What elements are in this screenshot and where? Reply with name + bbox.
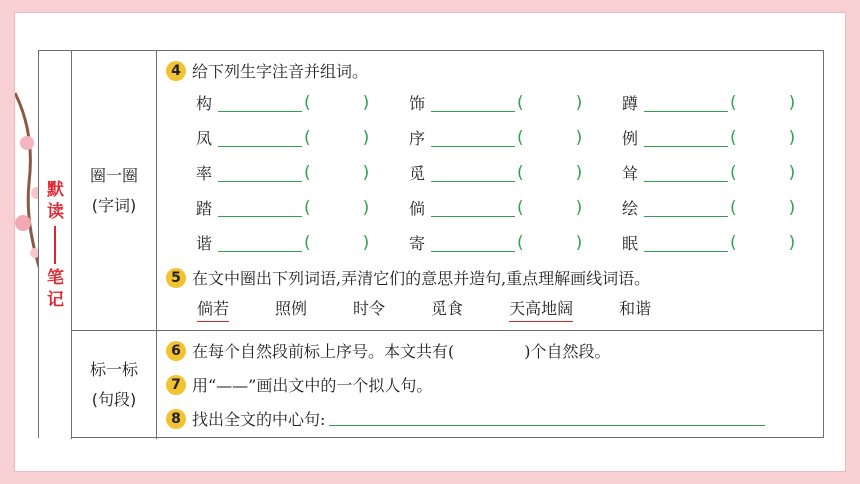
paren-close: ) <box>788 197 796 218</box>
category-sentences-cell <box>72 331 157 439</box>
paren-open: ( <box>304 232 311 253</box>
char-item <box>622 91 795 114</box>
char-item <box>196 126 369 149</box>
paren-close: ) <box>788 162 796 183</box>
paren-open: ( <box>304 162 311 183</box>
answer-line[interactable] <box>431 163 515 182</box>
paren-open: ( <box>517 127 524 148</box>
paren-close: ) <box>575 92 583 113</box>
question-6-text-before: 在每个自然段前标上序号。本文共有( <box>192 342 455 361</box>
silent-reading-notes-label <box>47 179 63 311</box>
category-words-cell <box>72 51 157 331</box>
question-number-badge: 6 <box>166 341 186 361</box>
char-label: 凤 <box>196 129 213 148</box>
answer-line[interactable] <box>431 198 515 217</box>
char-label: 例 <box>622 129 639 148</box>
category-sentences-title: 标一标 <box>89 360 138 379</box>
paren-open: ( <box>304 127 311 148</box>
answer-line[interactable] <box>218 128 302 147</box>
paren-close: ) <box>575 232 583 253</box>
category-sentences-subtitle: (句段) <box>91 390 137 409</box>
answer-line[interactable] <box>644 93 728 112</box>
answer-line[interactable] <box>644 128 728 147</box>
paren-close: ) <box>575 127 583 148</box>
side-label-bottom: 笔记 <box>47 268 64 310</box>
char-label: 觅 <box>409 164 426 183</box>
char-item <box>409 231 582 254</box>
silent-reading-notes-column <box>39 51 72 439</box>
char-item <box>409 126 582 149</box>
paren-close: ) <box>788 232 796 253</box>
reading-notes-table <box>38 50 824 438</box>
char-label: 谐 <box>196 234 213 253</box>
question-6 <box>166 339 611 362</box>
char-label: 踏 <box>196 199 213 218</box>
char-label: 眠 <box>622 234 639 253</box>
char-label: 耸 <box>622 164 639 183</box>
paren-close: ) <box>788 92 796 113</box>
paren-close: ) <box>575 162 583 183</box>
vocab-word: 觅食 <box>431 299 464 318</box>
category-words-subtitle: (字词) <box>91 195 137 215</box>
answer-line[interactable] <box>218 163 302 182</box>
answer-line[interactable] <box>644 233 728 252</box>
vocab-word: 和谐 <box>619 299 652 318</box>
char-label: 构 <box>196 94 213 113</box>
paren-close: ) <box>788 127 796 148</box>
vocab-word: 照例 <box>275 299 308 318</box>
question-number-badge: 7 <box>166 375 186 395</box>
char-item <box>409 91 582 114</box>
char-label: 序 <box>409 129 426 148</box>
answer-line[interactable] <box>644 198 728 217</box>
char-label: 饰 <box>409 94 426 113</box>
question-7 <box>166 373 432 396</box>
answer-line[interactable] <box>218 93 302 112</box>
paren-close: ) <box>362 127 370 148</box>
paren-open: ( <box>517 197 524 218</box>
answer-line[interactable] <box>644 163 728 182</box>
question-4-text: 给下列生字注音并组词。 <box>192 62 369 81</box>
paren-open: ( <box>730 197 737 218</box>
answer-line[interactable] <box>431 233 515 252</box>
char-label: 绘 <box>622 199 639 218</box>
category-words-title: 圈一圈 <box>89 165 138 185</box>
char-item <box>622 126 795 149</box>
paren-open: ( <box>517 232 524 253</box>
char-item <box>196 231 369 254</box>
char-item <box>622 196 795 219</box>
question-5 <box>166 266 650 289</box>
char-label: 率 <box>196 164 213 183</box>
paren-open: ( <box>304 92 311 113</box>
paren-open: ( <box>730 127 737 148</box>
paren-close: ) <box>575 197 583 218</box>
central-sentence-answer-line[interactable] <box>329 411 765 426</box>
vocab-word-underlined: 天高地阔 <box>509 296 573 319</box>
side-label-top: 默读 <box>47 180 64 222</box>
paren-close: ) <box>362 232 370 253</box>
paren-close: ) <box>362 197 370 218</box>
vocab-word: 时令 <box>353 299 386 318</box>
paren-close: ) <box>362 162 370 183</box>
char-item <box>196 91 369 114</box>
question-5-text: 在文中圈出下列词语,弄清它们的意思并造句,重点理解画线词语。 <box>192 269 651 288</box>
char-item <box>622 161 795 184</box>
paren-open: ( <box>730 92 737 113</box>
question-8 <box>166 407 765 430</box>
question-number-badge: 4 <box>166 61 186 81</box>
answer-line[interactable] <box>431 93 515 112</box>
paren-open: ( <box>517 92 524 113</box>
answer-line[interactable] <box>431 128 515 147</box>
char-item <box>409 196 582 219</box>
question-number-badge: 5 <box>166 268 186 288</box>
char-item <box>409 161 582 184</box>
side-label-dash <box>54 226 56 264</box>
question-6-text-after: )个自然段。 <box>524 342 611 361</box>
words-section <box>157 51 823 331</box>
paren-close: ) <box>362 92 370 113</box>
paren-open: ( <box>304 197 311 218</box>
char-label: 蹲 <box>622 94 639 113</box>
answer-line[interactable] <box>218 233 302 252</box>
question-number-badge: 8 <box>166 409 186 429</box>
paren-open: ( <box>730 232 737 253</box>
char-item <box>622 231 795 254</box>
char-label: 寄 <box>409 234 426 253</box>
sentences-section <box>157 331 823 439</box>
paren-open: ( <box>517 162 524 183</box>
vocab-word-underlined: 倘若 <box>197 296 229 319</box>
vocabulary-word-row <box>197 296 651 319</box>
paren-open: ( <box>730 162 737 183</box>
question-8-text: 找出全文的中心句: <box>192 410 326 429</box>
char-item <box>196 161 369 184</box>
char-label: 倘 <box>409 199 426 218</box>
question-7-text: 用“——”画出文中的一个拟人句。 <box>192 376 433 395</box>
char-item <box>196 196 369 219</box>
question-4 <box>166 59 368 82</box>
answer-line[interactable] <box>218 198 302 217</box>
